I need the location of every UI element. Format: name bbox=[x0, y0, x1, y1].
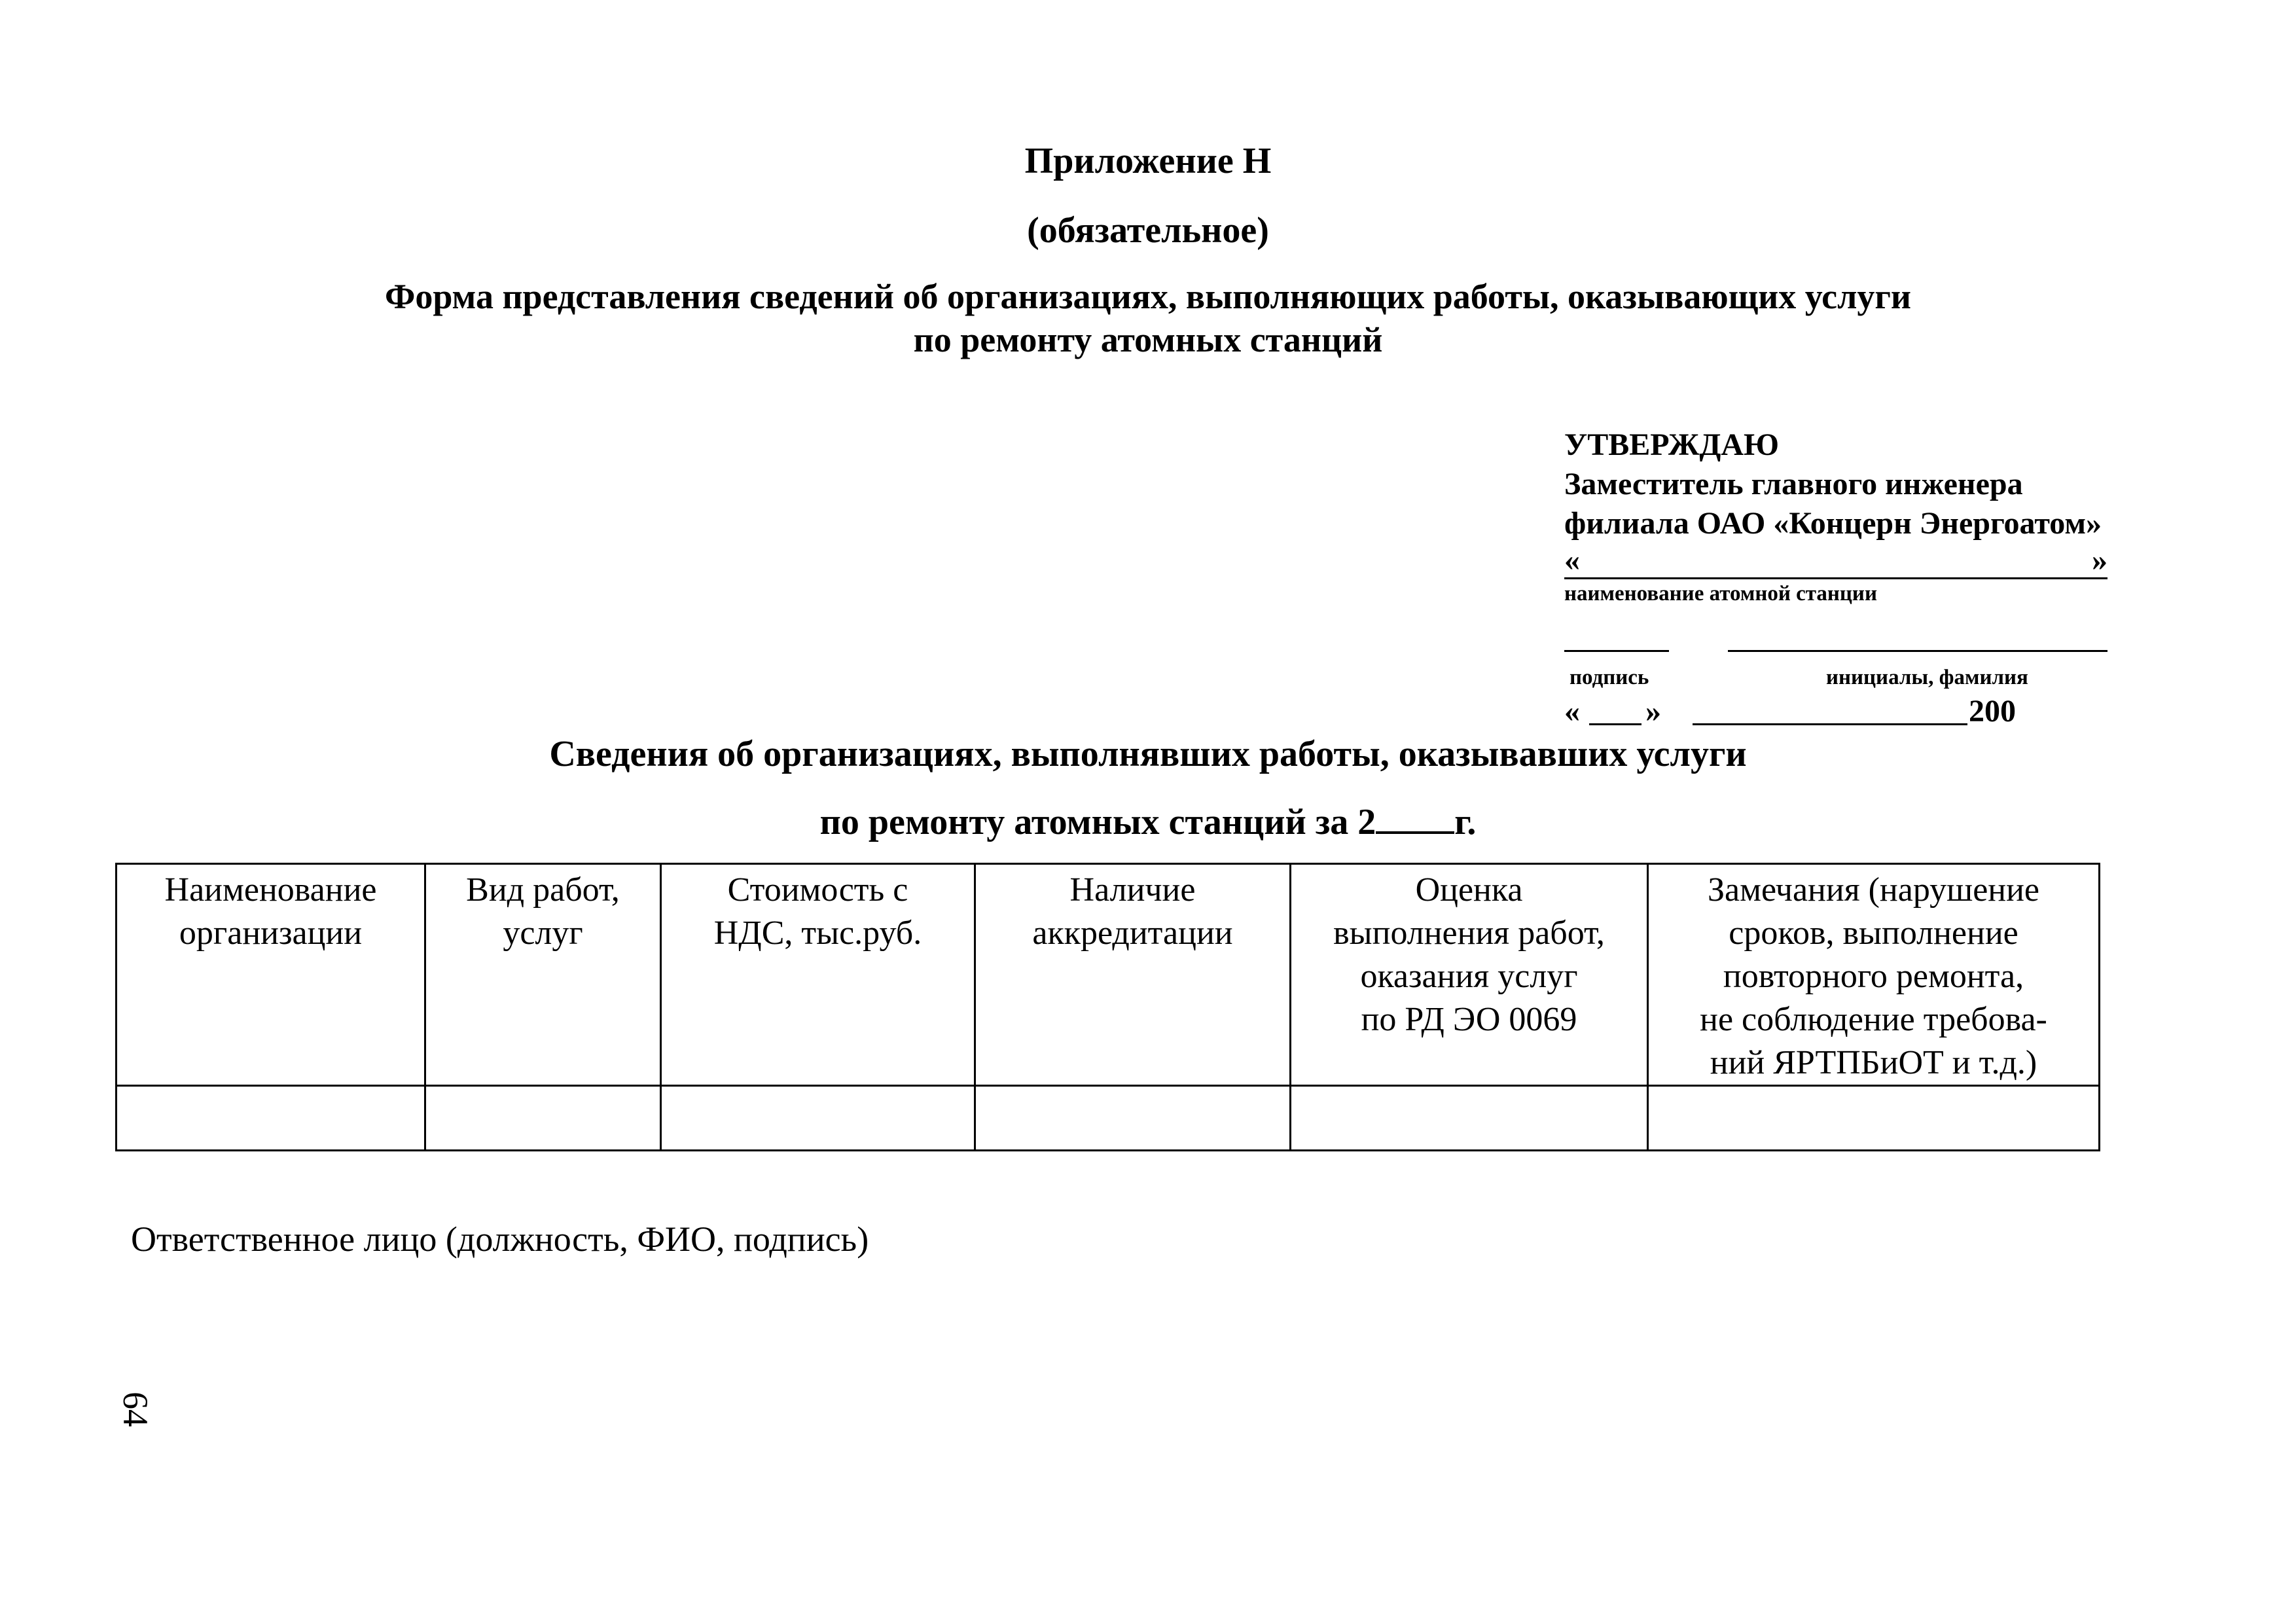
column-header-cost: Стоимость с НДС, тыс.руб. bbox=[661, 864, 975, 1086]
table-header-row bbox=[117, 864, 2100, 1086]
responsible-person-line: Ответственное лицо (должность, ФИО, подпись) bbox=[131, 1219, 869, 1259]
table-cell[interactable] bbox=[425, 1086, 661, 1151]
date-quote-open: « bbox=[1564, 694, 1580, 729]
column-header-remarks: Замечания (нарушение сроков, выполнение повторного ремонта, не соблюдение требова- ний ЯРТПБиОТ и т.д.) bbox=[1648, 864, 2100, 1086]
date-day-field[interactable] bbox=[1589, 723, 1641, 725]
table-cell[interactable] bbox=[1648, 1086, 2100, 1151]
column-header-work-type: Вид работ, услуг bbox=[425, 864, 661, 1086]
approve-word: УТВЕРЖДАЮ bbox=[1564, 427, 1780, 462]
signature-captions bbox=[1564, 663, 2108, 692]
report-title-prefix: по ремонту атомных станций за 2 bbox=[819, 802, 1376, 842]
table-cell[interactable] bbox=[117, 1086, 425, 1151]
form-heading-line-2: по ремонту атомных станций bbox=[913, 320, 1383, 359]
report-title-line-2 bbox=[0, 799, 2296, 844]
name-field[interactable] bbox=[1728, 650, 2108, 652]
page-number: 64 bbox=[116, 1392, 155, 1427]
signature-caption: подпись bbox=[1570, 666, 1649, 689]
signature-field[interactable] bbox=[1564, 650, 1669, 652]
organizations-table bbox=[115, 863, 2100, 1151]
report-title-line-1: Сведения об организациях, выполнявших работы, оказывавших услуги bbox=[549, 734, 1747, 774]
column-header-organization: Наименование организации bbox=[117, 864, 425, 1086]
date-year-prefix: 200 bbox=[1969, 694, 2016, 729]
table-cell[interactable] bbox=[661, 1086, 975, 1151]
approver-position-line-2: филиала ОАО «Концерн Энергоатом» bbox=[1564, 506, 2102, 541]
table-row bbox=[117, 1086, 2100, 1151]
report-year-field[interactable] bbox=[1376, 799, 1454, 834]
form-heading bbox=[0, 275, 2296, 361]
station-name-field[interactable] bbox=[1564, 543, 2108, 579]
table-cell[interactable] bbox=[975, 1086, 1291, 1151]
signature-row bbox=[1564, 617, 2108, 663]
approval-date-row bbox=[1564, 692, 2108, 731]
approval-block bbox=[1564, 425, 2219, 731]
date-month-field[interactable] bbox=[1693, 723, 1967, 725]
name-caption: инициалы, фамилия bbox=[1826, 666, 2028, 689]
column-header-evaluation: Оценка выполнения работ, оказания услуг по РД ЭО 0069 bbox=[1291, 864, 1648, 1086]
form-heading-line-1: Форма представления сведений об организациях, выполняющих работы, оказывающих услуги bbox=[384, 277, 1912, 316]
table-cell[interactable] bbox=[1291, 1086, 1648, 1151]
appendix-title: Приложение Н bbox=[1024, 141, 1272, 181]
appendix-status: (обязательное) bbox=[1027, 210, 1269, 251]
approver-position-line-1: Заместитель главного инженера bbox=[1564, 467, 2023, 501]
station-name-caption: наименование атомной станции bbox=[1564, 582, 1877, 605]
column-header-accreditation: Наличие аккредитации bbox=[975, 864, 1291, 1086]
date-quote-close: » bbox=[1645, 694, 1661, 729]
report-title-suffix: г. bbox=[1454, 802, 1477, 842]
station-quote-open: « bbox=[1564, 543, 1580, 577]
station-quote-close: » bbox=[2092, 543, 2108, 577]
